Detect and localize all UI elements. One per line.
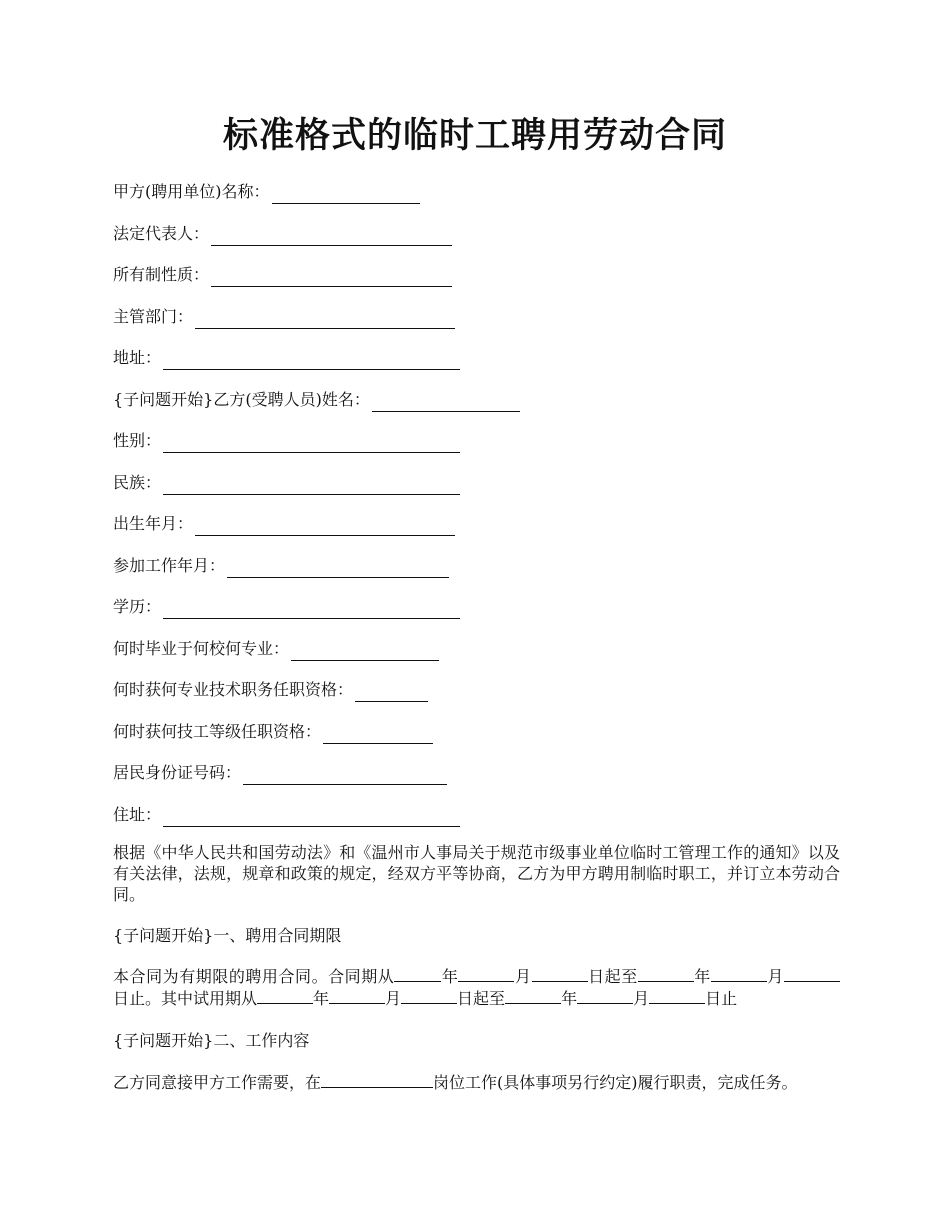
- field-employee-name: [113, 388, 843, 430]
- term-text: 日止。其中试用期从: [113, 989, 258, 1008]
- field-label: 出生年月：: [113, 514, 194, 533]
- term-text: 日起至: [587, 967, 638, 986]
- fill-blank[interactable]: [291, 642, 439, 661]
- field-label: 何时获何专业技术职务任职资格：: [113, 680, 354, 699]
- field-supervising-department: [113, 305, 843, 347]
- fill-blank[interactable]: [372, 393, 520, 412]
- section-heading-term: {子问题开始}一、聘用合同期限: [113, 926, 342, 945]
- field-birth-date: [113, 512, 843, 554]
- field-label: 学历：: [113, 597, 162, 616]
- field-ethnicity: [113, 471, 843, 513]
- field-graduation: [113, 637, 843, 679]
- field-employer-name: [113, 180, 843, 222]
- fill-blank[interactable]: [163, 351, 460, 370]
- blank-end-month[interactable]: [711, 965, 767, 982]
- field-label: 地址：: [113, 348, 162, 367]
- blank-start-day[interactable]: [532, 965, 588, 982]
- term-text: 年: [561, 989, 578, 1008]
- blank-end-day[interactable]: [784, 965, 840, 982]
- field-professional-title: [113, 678, 843, 720]
- fill-blank[interactable]: [195, 310, 455, 329]
- fill-blank[interactable]: [323, 725, 433, 744]
- field-label: 甲方(聘用单位)名称：: [113, 182, 270, 201]
- field-education: [113, 595, 843, 637]
- blank-trial-end-month[interactable]: [577, 987, 633, 1004]
- party-info-fields: [113, 180, 843, 844]
- field-label: {子问题开始}乙方(受聘人员)姓名：: [113, 389, 370, 409]
- field-residence: [113, 803, 843, 845]
- work-paragraph: [113, 1071, 840, 1093]
- field-technical-grade: [113, 720, 843, 762]
- blank-start-month[interactable]: [458, 965, 514, 982]
- field-label: 居民身份证号码：: [113, 763, 242, 782]
- work-text: 乙方同意接甲方工作需要，在: [113, 1073, 322, 1092]
- field-label: 所有制性质：: [113, 265, 210, 284]
- fill-blank[interactable]: [163, 434, 460, 453]
- term-text: 月: [633, 989, 650, 1008]
- field-label: 主管部门：: [113, 306, 194, 326]
- section-heading-work: {子问题开始}二、工作内容: [113, 1031, 310, 1050]
- field-address: [113, 346, 843, 388]
- blank-start-year[interactable]: [394, 965, 441, 982]
- term-text: 月: [385, 989, 402, 1008]
- term-text: 年: [313, 989, 330, 1008]
- fill-blank[interactable]: [163, 808, 460, 827]
- field-ownership-type: [113, 263, 843, 305]
- fill-blank[interactable]: [195, 517, 455, 536]
- term-text: 月: [766, 967, 784, 986]
- field-legal-representative: [113, 222, 843, 264]
- term-text: 日止: [705, 989, 738, 1008]
- field-gender: [113, 429, 843, 471]
- term-paragraph: [113, 965, 840, 1009]
- blank-trial-start-month[interactable]: [329, 987, 385, 1004]
- blank-trial-start-day[interactable]: [401, 987, 457, 1004]
- term-text: 日起至: [457, 989, 506, 1008]
- term-text: 年: [441, 967, 459, 986]
- field-label: 何时获何技工等级任职资格：: [113, 721, 322, 741]
- fill-blank[interactable]: [211, 268, 452, 287]
- work-text: 岗位工作(具体事项另行约定)履行职责，完成任务。: [433, 1073, 798, 1092]
- field-label: 性别：: [113, 431, 162, 450]
- term-text: 月: [514, 967, 532, 986]
- field-label: 法定代表人：: [113, 223, 210, 243]
- blank-trial-start-year[interactable]: [257, 987, 313, 1004]
- blank-position[interactable]: [321, 1071, 433, 1088]
- fill-blank[interactable]: [243, 766, 447, 785]
- blank-end-year[interactable]: [638, 965, 694, 982]
- field-label: 住址：: [113, 804, 162, 824]
- fill-blank[interactable]: [163, 476, 460, 495]
- field-id-number: [113, 761, 843, 803]
- intro-paragraph: 根据《中华人民共和国劳动法》和《温州市人事局关于规范市级事业单位临时工管理工作的通知》以及有关法律，法规，规章和政策的规定，经双方平等协商，乙方为甲方聘用制临时职工，并订立本劳动合同。: [113, 843, 840, 904]
- blank-trial-end-day[interactable]: [649, 987, 705, 1004]
- blank-trial-end-year[interactable]: [505, 987, 561, 1004]
- fill-blank[interactable]: [272, 185, 420, 204]
- field-work-start-date: [113, 554, 843, 596]
- field-label: 何时毕业于何校何专业：: [113, 638, 290, 658]
- term-text: 本合同为有期限的聘用合同。合同期从: [113, 967, 395, 986]
- field-label: 参加工作年月：: [113, 555, 226, 575]
- fill-blank[interactable]: [355, 683, 428, 702]
- fill-blank[interactable]: [163, 600, 460, 619]
- document-title: 标准格式的临时工聘用劳动合同: [222, 115, 727, 156]
- term-text: 年: [693, 967, 711, 986]
- fill-blank[interactable]: [211, 227, 452, 246]
- field-label: 民族：: [113, 472, 162, 492]
- fill-blank[interactable]: [227, 559, 449, 578]
